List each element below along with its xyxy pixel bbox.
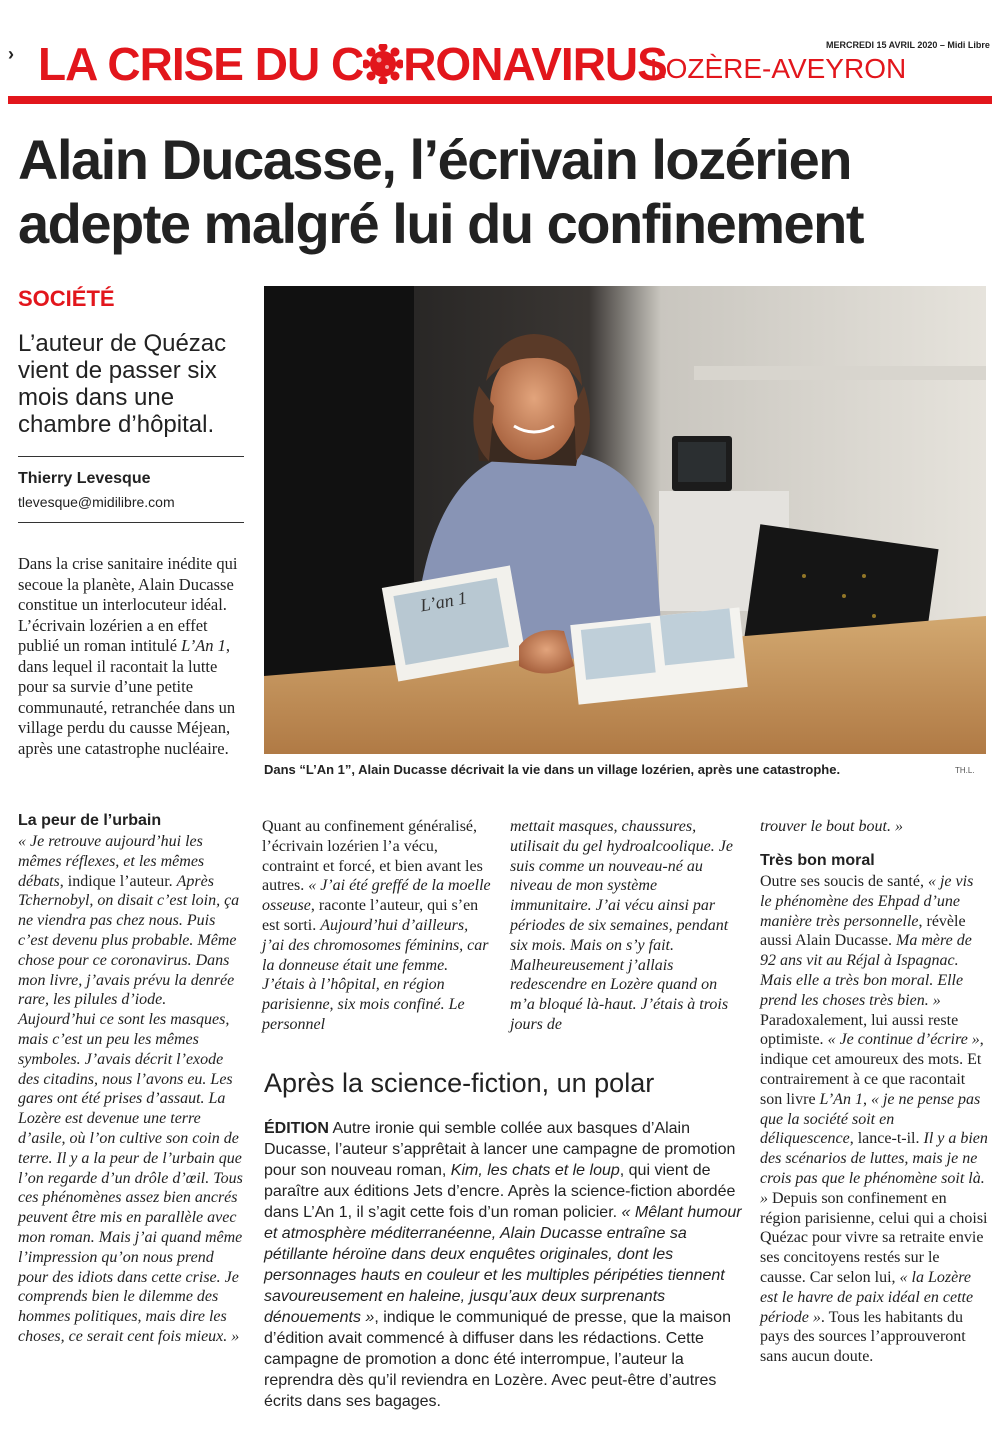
chapo: L’auteur de Quézac vient de passer six mois dans une chambre d’hôpital. [18, 330, 227, 438]
column-2: Quant au confinement généralisé, l’écrivain lozérien l’a vécu, contraint et forcé, et bien avant les autres. « J’ai été greffé de la moelle osseuse, raconte l’auteur, qui s’en est sorti. Aujourd’hui d’ailleurs, j’ai des chromosomes féminins, car la donneuse était une femme. J’étais à l’hôpital, en région parisienne, six mois confiné. Le personnel [262, 818, 491, 1033]
column-3: mettait masques, chaussures, utilisait du gel hydroalcoolique. Je suis comme un nouveau-né au niveau de mon système immunitaire. J’ai vécu ainsi par périodes de six semaines, pendant six mois. Mais on s’y fait. Malheureusement j’allais redescendre en Lozère quand on m’a bloqué là-haut. J’étais à trois jours de [510, 818, 733, 1033]
book-label: L’an 1 [418, 587, 469, 616]
banner-text-1: LA CRISE DU C [38, 38, 364, 90]
intro-paragraph: Dans la crise sanitaire inédite qui secoue la planète, Alain Ducasse constitue un interlocuteur idéal. L’écrivain lozérien a en effet publié un roman intitulé L’An 1, dans lequel il racontait la lutte pour sa survie d’une petite communauté, retranchée dans un village perdu du causse Méjean, après une catastrophe nucléaire. [18, 554, 238, 758]
column-4-top: trouver le bout bout. » [760, 818, 903, 835]
byline-rule-bottom [18, 522, 244, 523]
rubric: SOCIÉTÉ [18, 286, 115, 311]
column-4: Outre ses soucis de santé, « je vis le phénomène des Ehpad d’une manière très personnelle, révèle aussi Alain Ducasse. Ma mère de 92 ans vit au Réjal à Ispagnac. Mais elle a très bon moral. Elle prend les choses très bien. » Paradoxalement, lui aussi reste optimiste. « Je continue d’écrire », indique cet amoureux des mots. Et contrairement à ce que racontait son livre L’An 1, « je ne pense pas que la société soit en déliquescence, lance-t-il. Il y a bien des scénarios de luttes, mais je ne crois pas que le phénomène soit là. » Depuis son confinement en région parisienne, celui qui a choisi Quézac pour vivre sa retraite envie ses concitoyens restés sur le causse. Car selon lui, « la Lozère est le havre de paix idéal en cette période ». Tous les habitants du pays des sources l’approuveront sans aucun doute. [760, 873, 988, 1366]
polar-kicker: ÉDITION [264, 1120, 329, 1137]
banner-text-2: RONAVIRUS [403, 38, 667, 90]
byline-email[interactable]: tlevesque@midilibre.com [18, 494, 175, 510]
nav-arrow-icon: › [8, 44, 14, 64]
photo-caption: Dans “L’An 1”, Alain Ducasse décrivait la vie dans un village lozérien, après une catastrophe. [264, 762, 841, 777]
region-label: LOZÈRE-AVEYRON [650, 53, 907, 84]
byline-author: Thierry Levesque [18, 470, 151, 487]
byline-rule-top [18, 456, 244, 457]
polar-paragraph: ÉDITION Autre ironie qui semble collée aux basques d’Alain Ducasse, l’auteur s’apprêtait à lancer une campagne de promotion pour son nouveau roman, Kim, les chats et le loup, qui vient de paraître aux éditions Jets d’encre. Après la science-fiction abordée dans L’An 1, il s’agit cette fois d’un roman policier. « Mêlant humour et atmosphère méditerranéenne, Alain Ducasse entraîne sa pétillante héroïne dans deux enquêtes originales, dont les personnages hauts en couleur et les multiples péripéties tiennent savoureusement en haleine, jusqu’aux deux surprenants dénouements », indique le communiqué de presse, que la maison d’édition avait commencé à diffuser dans les rédactions. Cette campagne de promotion a donc été interrompue, l’auteur la reprendra dès qu’il reviendra en Lozère. Avec peut-être d’autres écrits dans ses bagages. [264, 1120, 742, 1410]
column-1: « Je retrouve aujourd’hui les mêmes réflexes, et les mêmes débats, indique l’auteur. Après Tchernobyl, on disait c’est loin, ça ne viendra pas chez nous. Puis c’est devenu plus probable. Même chose pour ce coronavirus. Dans mon livre, j’avais prévu la denrée rare, les pilules d’iode. Aujourd’hui ce sont les masques, mais c’est un peu les mêmes symboles. J’avais décrit l’exode des citadins, nous l’avons eu. Les gares ont été prises d’assaut. La Lozère est devenue une terre d’asile, où l’on cultive son coin de terre. Il y a la peur de l’urbain que l’on regarde d’un drôle d’œil. Tous ces phénomènes assez bien ancrés peuvent être mis en parallèle avec mon roman. Mais j’ai quand même l’impression qu’on nous prend pour des idiots dans cette crise. Je comprends bien le dilemme des hommes politiques, mais dire les choses, ce serait cent fois mieux. » [18, 833, 243, 1345]
headline: Alain Ducasse, l’écrivain lozérien adepte malgré lui du confinement [18, 128, 864, 255]
subheading-moral: Très bon moral [760, 852, 875, 869]
header-divider [8, 96, 992, 104]
coronavirus-icon [363, 44, 403, 84]
author-photo-illustration [264, 286, 986, 754]
article-photo [264, 286, 986, 754]
photo-credit: TH.L. [955, 766, 975, 775]
section-banner [38, 38, 667, 90]
subheading-urbain: La peur de l’urbain [18, 812, 162, 829]
polar-heading: Après la science-fiction, un polar [264, 1068, 655, 1098]
dateline: MERCREDI 15 AVRIL 2020 – Midi Libre [826, 40, 990, 50]
